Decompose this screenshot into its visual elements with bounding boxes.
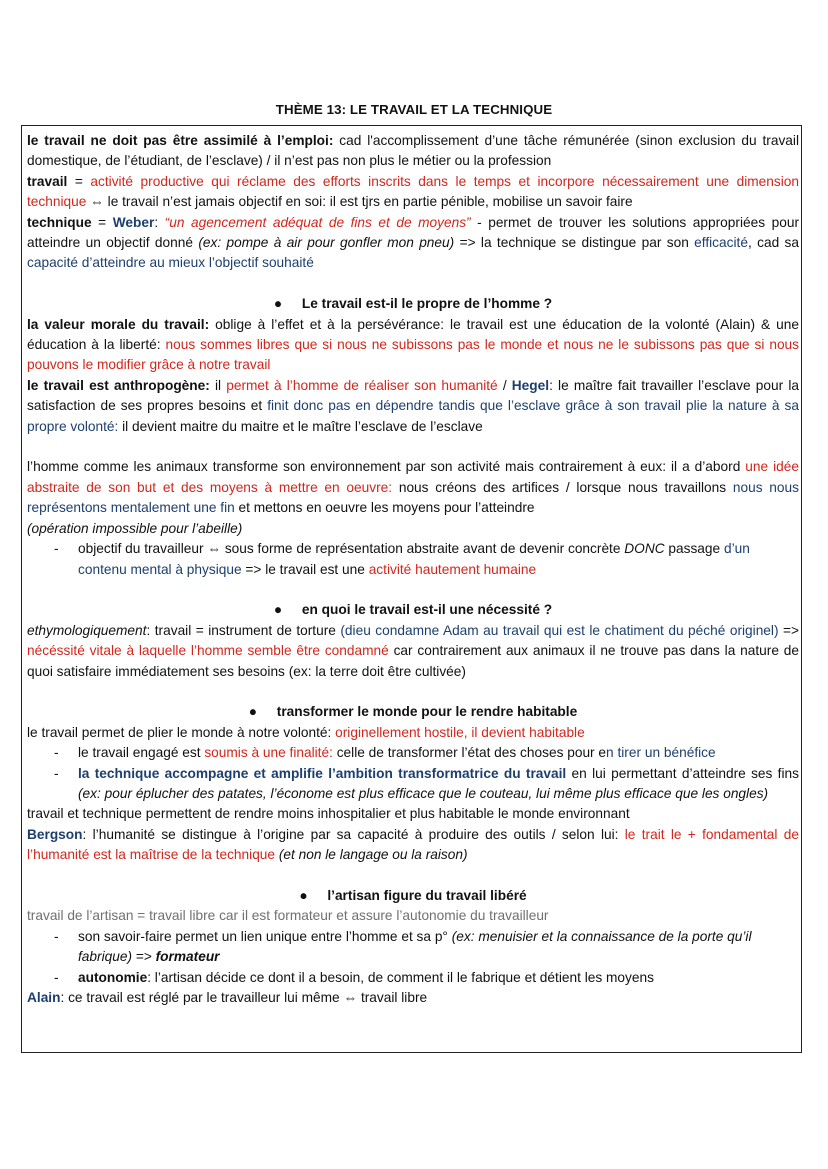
text: - permet de trouver les solutions appropriées pour atteindre un objectif donné [27, 214, 799, 251]
bullet-icon: ● [299, 887, 308, 903]
list-item-autonomie [27, 968, 799, 988]
highlight-red: activité productive qui réclame des efforts inscrits dans le temps et incorpore nécessairement une dimension technique [27, 173, 799, 210]
heading-text: Le travail est-il le propre de l’homme ? [301, 296, 553, 312]
dash-icon: - [54, 928, 59, 944]
intro-travail-definition [27, 172, 799, 213]
paragraph-etymologie [27, 621, 799, 682]
section-heading-necessite [27, 600, 799, 620]
italic-term: ethymologiquement [27, 622, 147, 638]
text: => [132, 949, 156, 965]
highlight-red: nécéssité vitale à laquelle l’homme semble être condamné [27, 643, 389, 659]
text: / [497, 377, 512, 393]
text: l’homme comme les animaux transforme son environnement par son activité mais contrairement à eux: il a d’abord [27, 459, 746, 475]
example: (ex: pour éplucher des patates, l’économe est plus efficace que le couteau, lui même plus efficace que les ongles) [78, 785, 769, 801]
text: le travail engagé est [78, 745, 205, 761]
text: nous créons des artifices / lorsque nous travaillons [392, 479, 733, 495]
example: (ex: pompe à air pour gonfler mon pneu) [198, 235, 455, 251]
bold-term: formateur [155, 949, 220, 965]
dash-icon: - [54, 969, 59, 985]
highlight-red: nous sommes libres que si nous ne subissons pas le monde et nous ne le subissons pas que si nous pouvons le modifier grâce à notre travail [27, 337, 800, 373]
example: (ex: menuisier et la connaissance de la porte qu’il fabrique) [78, 928, 752, 965]
dash-icon: - [54, 765, 59, 781]
text: : l’humanité se distingue à l’origine par sa capacité à produire des outils / selon lui: [82, 826, 625, 842]
text: : travail = instrument de torture [146, 622, 341, 638]
text: objectif du travailleur ⇔ sous forme de représentation abstraite avant de devenir concrète [78, 541, 625, 557]
highlight-blue: (dieu condamne Adam au travail qui est le chatiment du péché originel) [340, 622, 779, 638]
highlight-red: soumis à une finalité: [204, 745, 333, 761]
text: car contrairement aux animaux il ne trouve pas dans la nature de quoi satisfaire immédiatement ses besoins (ex: la terre doit être cultivée) [27, 643, 800, 679]
highlight-blue: d’un contenu mental à physique [78, 541, 750, 577]
bullet-icon: ● [273, 602, 283, 618]
text: = [67, 173, 91, 189]
highlight-red: permet à l’homme de réaliser son humanité [226, 377, 498, 393]
highlight-blue: nous nous représentons mentalement une fin [27, 479, 799, 516]
section-heading-propre-homme [27, 294, 799, 314]
text: , cad sa [747, 235, 799, 251]
term: la valeur morale du travail: [27, 316, 210, 332]
text: il [209, 377, 227, 393]
content [27, 131, 799, 1008]
term: travail [27, 173, 68, 189]
highlight-red: le trait le + fondamental de l’humanité est la maîtrise de la technique [27, 826, 799, 863]
paragraph-travail-artisan [27, 906, 799, 926]
author: Bergson [27, 826, 83, 842]
text: en lui permettant d’atteindre ses fins [566, 765, 799, 781]
paragraph-inhospitalier [27, 804, 799, 824]
highlight-red: une idée abstraite de son but et des moyens à mettre en oeuvre: [27, 459, 799, 495]
paragraph-bergson [27, 825, 799, 866]
text: => [778, 622, 800, 638]
dash-icon: - [54, 745, 59, 761]
italic-note: (et non le langage ou la raison) [275, 847, 468, 863]
paragraph-homme-animaux [27, 457, 799, 539]
section-heading-artisan [27, 886, 799, 906]
highlight-blue: capacité d’atteindre au mieux l’objectif souhaité [27, 255, 314, 271]
highlight-blue: n tirer un bénéfice [606, 745, 716, 761]
text: travail de l’artisan = travail libre car il est formateur et assure l’autonomie du travailleur [27, 908, 549, 924]
intro-technique-definition [27, 213, 799, 274]
text: celle de transformer l’état des choses pour e [332, 745, 607, 761]
page-title: THÈME 13: LE TRAVAIL ET LA TECHNIQUE [275, 102, 553, 117]
text: oblige à l’effet et à la persévérance: le travail est une éducation de la volonté (Alain) & une éducation à la liberté: [27, 316, 800, 353]
text: : l’artisan décide ce dont il a besoin, de comment il le fabrique et détient les moyens [147, 969, 654, 985]
section-heading-transformer [27, 702, 799, 722]
dash-icon: - [54, 541, 59, 557]
highlight-red: activité hautement humaine [368, 561, 537, 577]
text: => la technique se distingue par son [454, 235, 695, 251]
text: ⇔ le travail n’est jamais objectif en soi: il est tjrs en partie pénible, mobilise un savoir faire [86, 194, 633, 210]
bold-blue: la technique accompagne et amplifie l’ambition transformatrice du travail [78, 765, 567, 781]
term: autonomie [78, 969, 148, 985]
list-item-finalite [27, 743, 799, 763]
term: technique [27, 214, 92, 230]
text: il devient maitre du maitre et le maître l’esclave de l’esclave [118, 418, 483, 434]
paragraph-anthropogene [27, 376, 799, 437]
text: passage [664, 541, 724, 557]
text: le travail permet de plier le monde à notre volonté: [27, 724, 336, 740]
author: Hegel [511, 377, 550, 393]
text: : [154, 214, 165, 230]
list-item-technique-amplifie [27, 764, 799, 805]
highlight-blue: finit donc pas en dépendre tandis que l’esclave grâce à son travail plie la nature à sa propre volonté: [27, 398, 799, 434]
text: cad l'accomplissement d’une tâche rémunérée (sinon exclusion du travail domestique, de l’étudiant, de l’esclave) / il n’est pas non plus le métier ou la profession [27, 133, 799, 169]
author: Alain [27, 989, 61, 1005]
paragraph-plier-monde [27, 723, 799, 743]
text: : le maître fait travailler l’esclave pour la satisfaction de ses propres besoins et [27, 377, 799, 414]
text: son savoir-faire permet un lien unique entre l’homme et sa p° [78, 928, 452, 944]
heading-text: transformer le monde pour le rendre habitable [276, 704, 578, 720]
text: et mettons en oeuvre les moyens pour l’atteindre [234, 500, 535, 516]
bullet-icon: ● [273, 296, 283, 312]
emphasis: DONC [624, 541, 665, 557]
text: travail et technique permettent de rendre moins inhospitalier et plus habitable le monde environnant [27, 806, 630, 822]
text: = [91, 214, 113, 230]
paragraph-valeur-morale [27, 315, 799, 376]
list-item-objectif [27, 539, 799, 580]
term: le travail est anthropogène: [27, 377, 210, 393]
bullet-icon: ● [248, 704, 258, 720]
term: le travail ne doit pas être assimilé à l’emploi: [27, 133, 334, 148]
quote: “un agencement adéquat de fins et de moyens” [164, 214, 471, 230]
heading-text: en quoi le travail est-il une nécessité ? [301, 602, 553, 618]
author: Weber [112, 214, 155, 230]
highlight-blue: efficacité [694, 235, 748, 251]
paragraph-alain [27, 988, 799, 1008]
italic-note: (opération impossible pour l’abeille) [27, 520, 243, 536]
intro-travail-emploi [27, 131, 799, 172]
list-item-savoir-faire [27, 927, 799, 968]
text: : ce travail est réglé par le travailleur lui même ⇔ travail libre [60, 989, 428, 1005]
highlight-red: originellement hostile, il devient habitable [335, 724, 585, 740]
text: => le travail est une [241, 561, 369, 577]
heading-text: l’artisan figure du travail libéré [327, 887, 527, 903]
